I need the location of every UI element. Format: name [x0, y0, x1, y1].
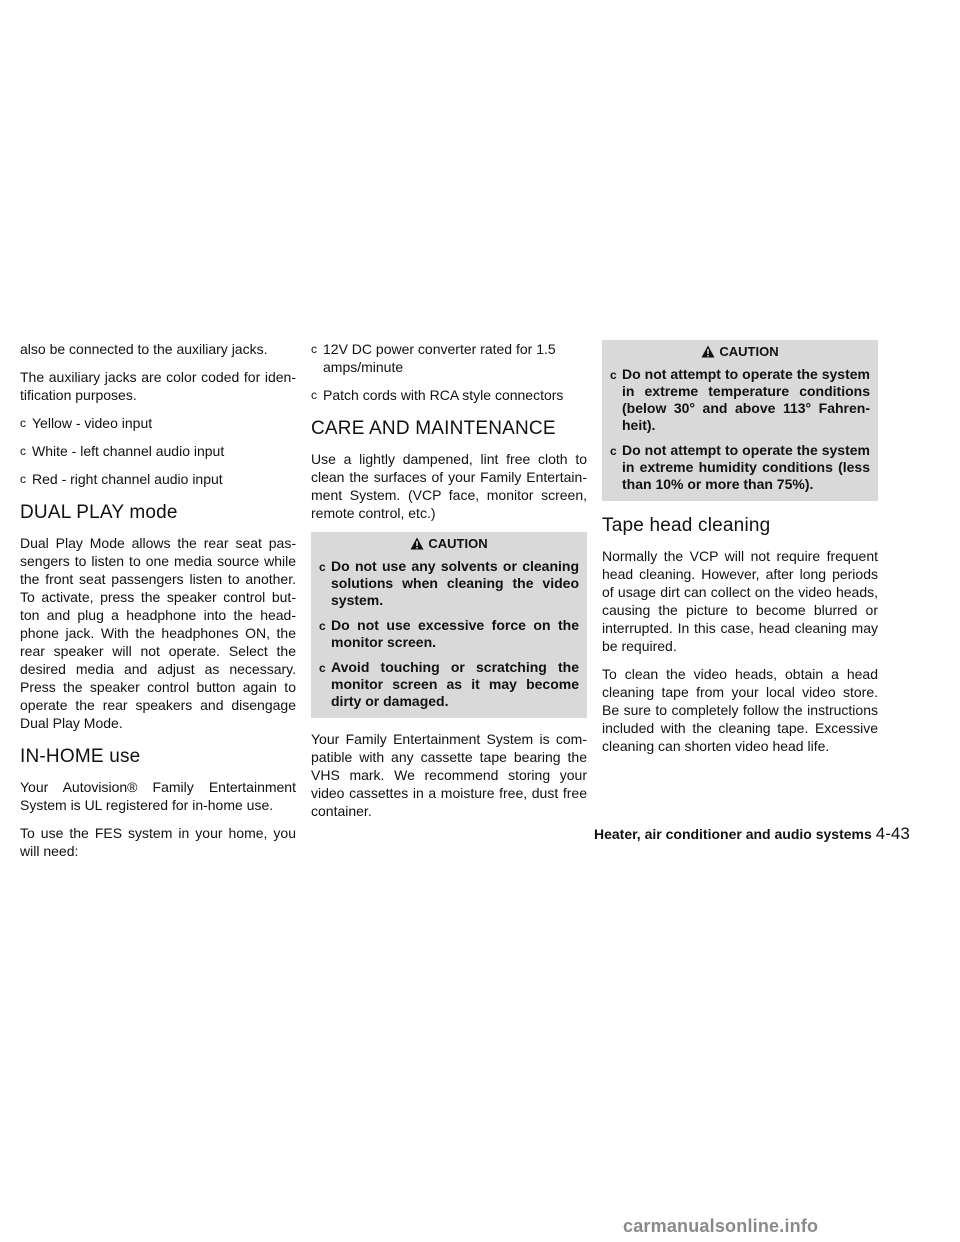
list-item-text: Yellow - video input — [32, 415, 153, 431]
paragraph: Your Family Entertainment System is com-patible with any cassette tape bearing the VHS mark. We recommend storing your video cassettes in a moisture free, dust free container. — [311, 731, 587, 819]
caution-item-text: Do not attempt to operate the system in extreme humidity conditions (less than 10% or more than 75%). — [622, 442, 870, 492]
list-item — [20, 470, 296, 488]
caution-item-text: Avoid touching or scratching the monitor screen as it may become dirty or damaged. — [331, 659, 579, 709]
warning-icon — [410, 537, 424, 550]
column-3 — [602, 340, 878, 765]
caution-header — [610, 344, 870, 360]
section-heading: CARE AND MAINTENANCE — [311, 418, 556, 439]
list-item — [311, 340, 587, 376]
bullet-mark: c — [311, 388, 317, 402]
caution-item-text: Do not use excessive force on the monitor screen. — [331, 617, 579, 650]
caution-item — [319, 558, 579, 609]
warning-icon — [701, 345, 715, 358]
paragraph: To clean the video heads, obtain a head cleaning tape from your local video store. Be sure to completely follow the instructions included with the cleaning tape. Excessive cleaning can shorten video head life. — [602, 666, 878, 754]
section-heading: Tape head cleaning — [602, 515, 771, 536]
caution-item-text: Do not use any solvents or cleaning solutions when cleaning the video system. — [331, 558, 579, 608]
bullet-mark: c — [20, 444, 26, 458]
caution-box — [311, 532, 587, 718]
caution-title: CAUTION — [428, 536, 488, 551]
caution-title: CAUTION — [719, 344, 779, 359]
watermark: carmanualsonline.info — [623, 1216, 819, 1236]
list-item — [311, 386, 587, 404]
bullet-mark: c — [311, 342, 317, 356]
page-number: 4-43 — [875, 824, 910, 843]
column-1 — [20, 340, 296, 870]
caution-box — [602, 340, 878, 501]
bullet-mark: c — [20, 416, 26, 430]
list-item-text: Patch cords with RCA style connectors — [323, 387, 564, 403]
paragraph: To use the FES system in your home, you will need: — [20, 825, 296, 859]
list-item — [20, 442, 296, 460]
caution-item — [319, 617, 579, 651]
paragraph: also be connected to the auxiliary jacks. — [20, 341, 268, 357]
caution-item-text: Do not attempt to operate the system in extreme temperature conditions (below 30° and above 113° Fahren-heit). — [622, 366, 870, 433]
paragraph: Normally the VCP will not require frequent head cleaning. However, after long periods of usage dirt can collect on the video heads, causing the picture to become blurred or interrupted. In this case, head cleaning may be required. — [602, 548, 878, 654]
section-heading: DUAL PLAY mode — [20, 502, 178, 523]
paragraph: Use a lightly dampened, lint free cloth to clean the surfaces of your Family Entertain-ment System. (VCP face, monitor screen, remote control, etc.) — [311, 451, 587, 521]
section-heading: IN-HOME use — [20, 746, 141, 767]
paragraph: Your Autovision® Family Entertainment System is UL registered for in-home use. — [20, 779, 296, 813]
caution-header — [319, 536, 579, 552]
caution-item — [319, 659, 579, 710]
list-item — [20, 414, 296, 432]
list-item-text: 12V DC power converter rated for 1.5 amps/minute — [323, 341, 556, 375]
caution-item — [610, 366, 870, 434]
caution-item — [610, 442, 870, 493]
bullet-mark: c — [610, 368, 617, 382]
paragraph: The auxiliary jacks are color coded for iden-tification purposes. — [20, 369, 296, 403]
list-item-text: White - left channel audio input — [32, 443, 225, 459]
bullet-mark: c — [20, 472, 26, 486]
bullet-mark: c — [610, 444, 617, 458]
bullet-mark: c — [319, 661, 326, 675]
bullet-mark: c — [319, 619, 326, 633]
paragraph: Dual Play Mode allows the rear seat pas-sengers to listen to one media source while the front seat passengers listen to another. To activate, press the speaker control but-ton and plug a headphone into the head-phone jack. With the headphones ON, the rear speaker will not operate. Select the desired media and adjust as necessary. Press the speaker control button again to operate the rear speakers and disengage Dual Play Mode. — [20, 535, 296, 731]
list-item-text: Red - right channel audio input — [32, 471, 223, 487]
section-title: Heater, air conditioner and audio systems — [594, 826, 872, 842]
column-2 — [311, 340, 587, 830]
page-footer — [594, 824, 910, 844]
bullet-mark: c — [319, 560, 326, 574]
